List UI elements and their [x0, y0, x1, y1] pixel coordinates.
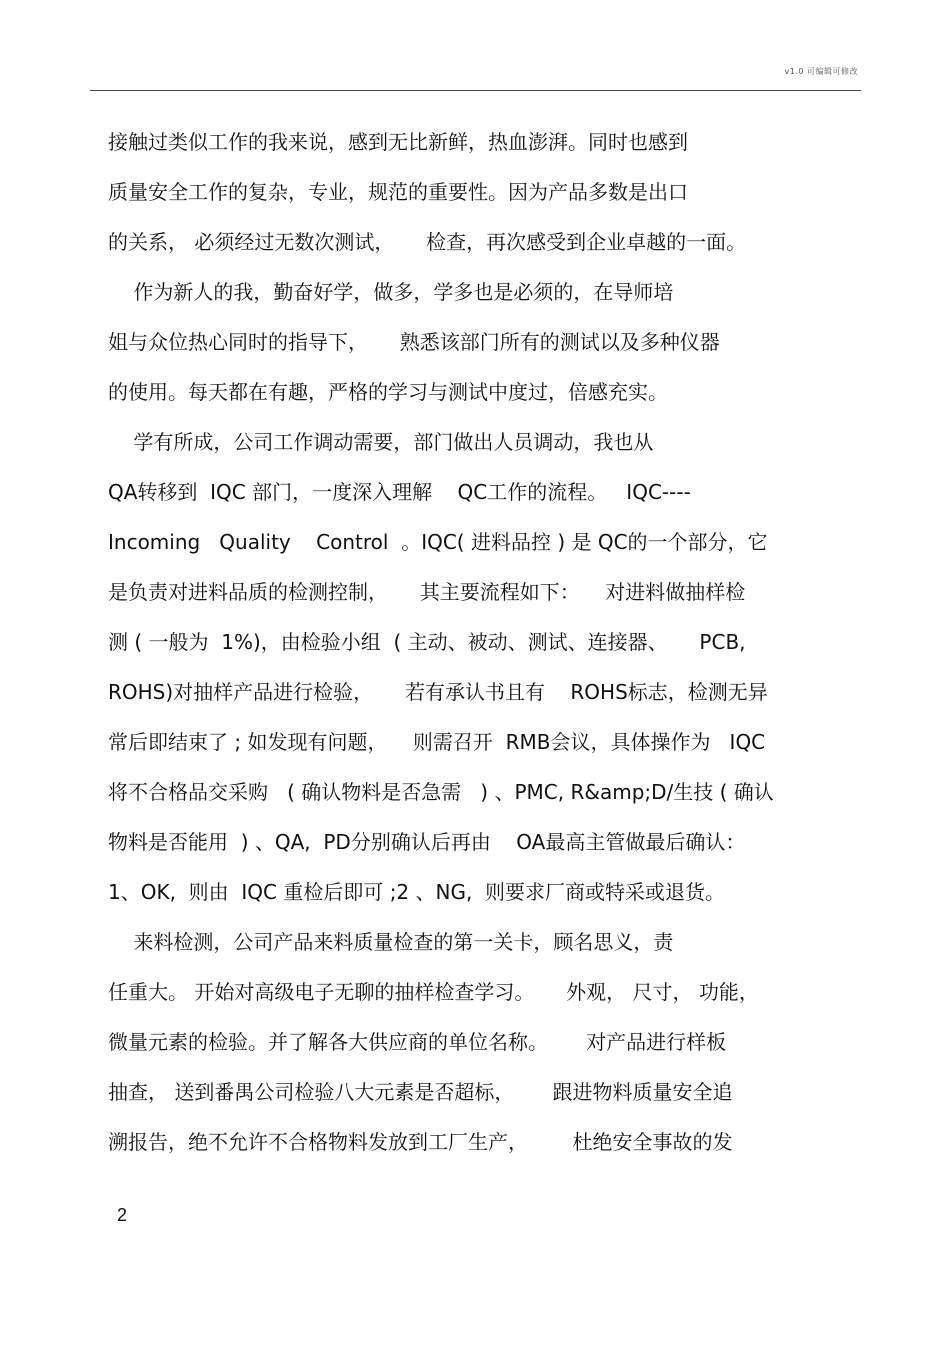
paragraph-line: 的使用。每天都在有趣，严格的学习与测试中度过，倍感充实。: [108, 380, 668, 404]
paragraph-line: 常后即结束了 ; 如发现有问题， 则需召开 RMB会议，具体操作为 IQC: [108, 730, 766, 754]
paragraph-line: 测 ( 一般为 1%)，由检验小组 ( 主动、被动、测试、连接器、 PCB,: [108, 630, 746, 654]
paragraph-line: 抽查， 送到番禺公司检验八大元素是否超标， 跟进物料质量安全追: [108, 1080, 733, 1104]
paragraph-line: 质量安全工作的复杂，专业，规范的重要性。因为产品多数是出口: [108, 180, 688, 204]
paragraph-line: ROHS)对抽样产品进行检验， 若有承认书且有 ROHS标志，检测无异: [108, 680, 768, 704]
paragraph-line: 学有所成，公司工作调动需要，部门做出人员调动，我也从: [108, 430, 654, 454]
paragraph-line: 溯报告，绝不允许不合格物料发放到工厂生产， 杜绝安全事故的发: [108, 1130, 733, 1154]
paragraph-line: 的关系， 必须经过无数次测试， 检查，再次感受到企业卓越的一面。: [108, 230, 747, 254]
version-note: v1.0 可编辑可修改: [784, 67, 858, 76]
document-body: [108, 117, 853, 1167]
paragraph-line: 微量元素的检验。并了解各大供应商的单位名称。 对产品进行样板: [108, 1030, 727, 1054]
paragraph-line: 作为新人的我，勤奋好学，做多，学多也是必须的，在导师培: [108, 280, 674, 304]
paragraph-line: 来料检测，公司产品来料质量检查的第一关卡，顾名思义，责: [108, 930, 674, 954]
paragraph-line: 任重大。 开始对高级电子无聊的抽样检查学习。 外观， 尺寸， 功能，: [108, 980, 759, 1004]
header-divider: [90, 90, 861, 91]
paragraph-line: 1、OK, 则由 IQC 重检后即可 ;2 、NG, 则要求厂商或特采或退货。: [108, 880, 726, 904]
paragraph-line: 姐与众位热心同时的指导下， 熟悉该部门所有的测试以及多种仪器: [108, 330, 720, 354]
paragraph-line: 将不合格品交采购 ( 确认物料是否急需 ) 、PMC, R&amp;D/生技 ( 确认: [108, 780, 774, 804]
paragraph-line: 物料是否能用 ) 、QA, PD分别确认后再由 OA最高主管做最后确认：: [108, 830, 746, 854]
paragraph-line: 接触过类似工作的我来说，感到无比新鲜，热血澎湃。同时也感到: [108, 130, 688, 154]
paragraph-line: Incoming Quality Control 。IQC( 进料品控 ) 是 QC的一个部分，它: [108, 530, 768, 554]
paragraph-line: QA转移到 IQC 部门，一度深入理解 QC工作的流程。 IQC----: [108, 480, 691, 504]
page-number: 2: [117, 1205, 128, 1225]
paragraph-line: 是负责对进料品质的检测控制， 其主要流程如下： 对进料做抽样检: [108, 580, 746, 604]
